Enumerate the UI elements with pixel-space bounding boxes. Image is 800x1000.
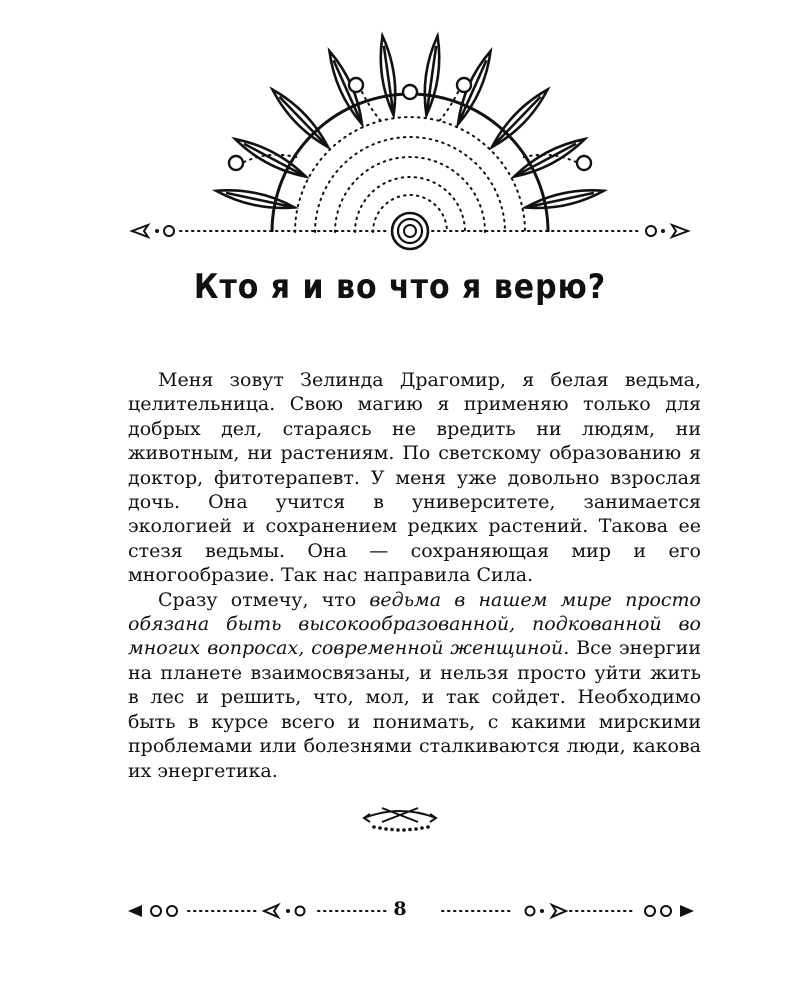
paragraph-2-end: . Все энергии на планете взаимосвязаны, и нельзя просто уйти жить в лес и решить, что, мол, и так сойдет. Необходимо быть в курсе всего и понимать, с какими мирскими проблемами или болезнями сталкиваются люди, какова их энергетика. (128, 637, 701, 782)
sun-ornament (0, 0, 800, 260)
sun-center-medallion (392, 213, 428, 249)
paragraph-2 (128, 588, 701, 783)
paragraph-2-start: Сразу отмечу, что (158, 588, 370, 611)
paragraph-1: Меня зовут Зелинда Драгомир, я белая ведьма, целительница. Свою магию я применяю только для добрых дел, стараясь не вредить ни людям, ни животным, ни растениям. По светскому образованию я доктор, фитотерапевт. У меня уже довольно взрослая дочь. Она учится в университете, занимается экологией и сохранением редких растений. Такова ее стезя ведьмы. Она — сохраняющая мир и его многообразие. Так нас направила Сила. (128, 369, 701, 587)
sun-leaves (215, 35, 605, 213)
page-number: 8 (393, 898, 407, 920)
chapter-title: Кто я и во что я верю? (193, 267, 607, 308)
paragraph-2-italic: ведьма в нашем мире просто обязана быть высокообразованной, подкованной во многих вопросах, современной женщиной (128, 588, 701, 660)
sun-outer-arc (272, 94, 548, 232)
body-text (128, 368, 701, 783)
middle-divider-ornament (360, 800, 440, 836)
